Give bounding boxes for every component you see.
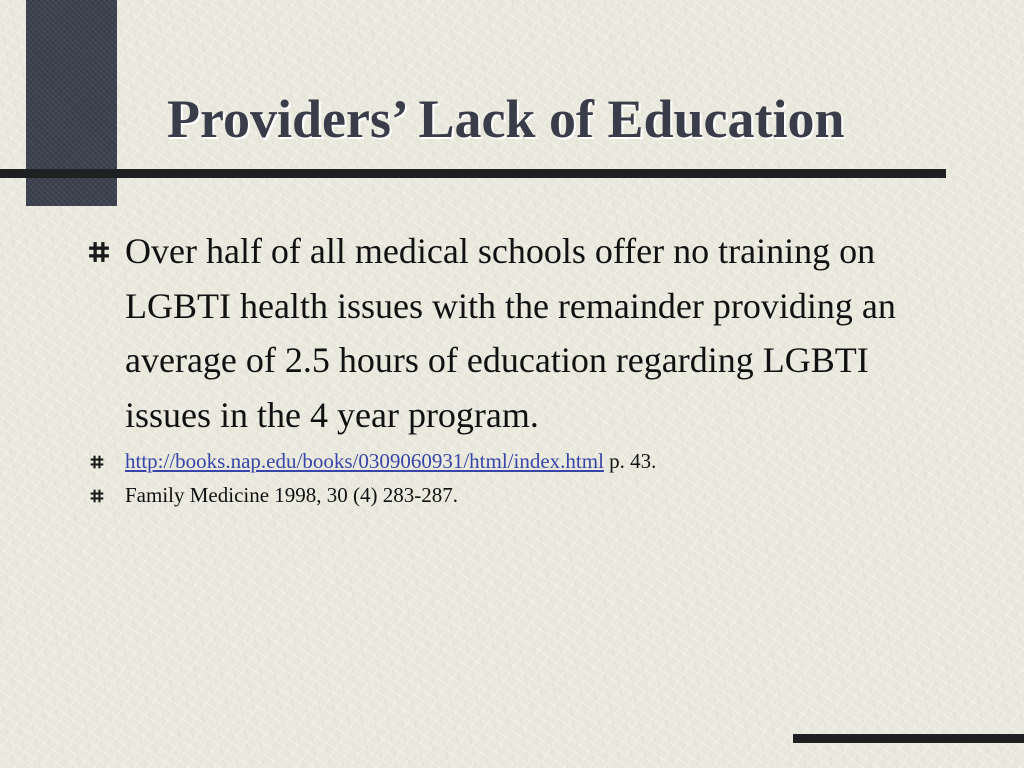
- bullet-list: [88, 224, 948, 510]
- title-divider-rule: [0, 169, 946, 178]
- page-reference: p. 43.: [603, 449, 657, 473]
- slide-title: Providers’ Lack of Education: [167, 89, 845, 149]
- bullet-item-source-link: [88, 446, 948, 476]
- hash-bullet-icon: [90, 489, 104, 503]
- hash-bullet-icon: [88, 241, 110, 263]
- bullet-item-citation: [88, 480, 948, 510]
- citation-text: Family Medicine 1998, 30 (4) 283-287.: [125, 483, 459, 507]
- source-link[interactable]: http://books.nap.edu/books/0309060931/html/index.html: [125, 449, 604, 473]
- bottom-divider-rule: [793, 734, 1024, 743]
- bullet-item-main: [88, 224, 945, 442]
- bullet-text: Over half of all medical schools offer no training on LGBTI health issues with the remainder providing an average of 2.5 hours of education regarding LGBTI issues in the 4 year program.: [125, 231, 896, 435]
- hash-bullet-icon: [90, 455, 104, 469]
